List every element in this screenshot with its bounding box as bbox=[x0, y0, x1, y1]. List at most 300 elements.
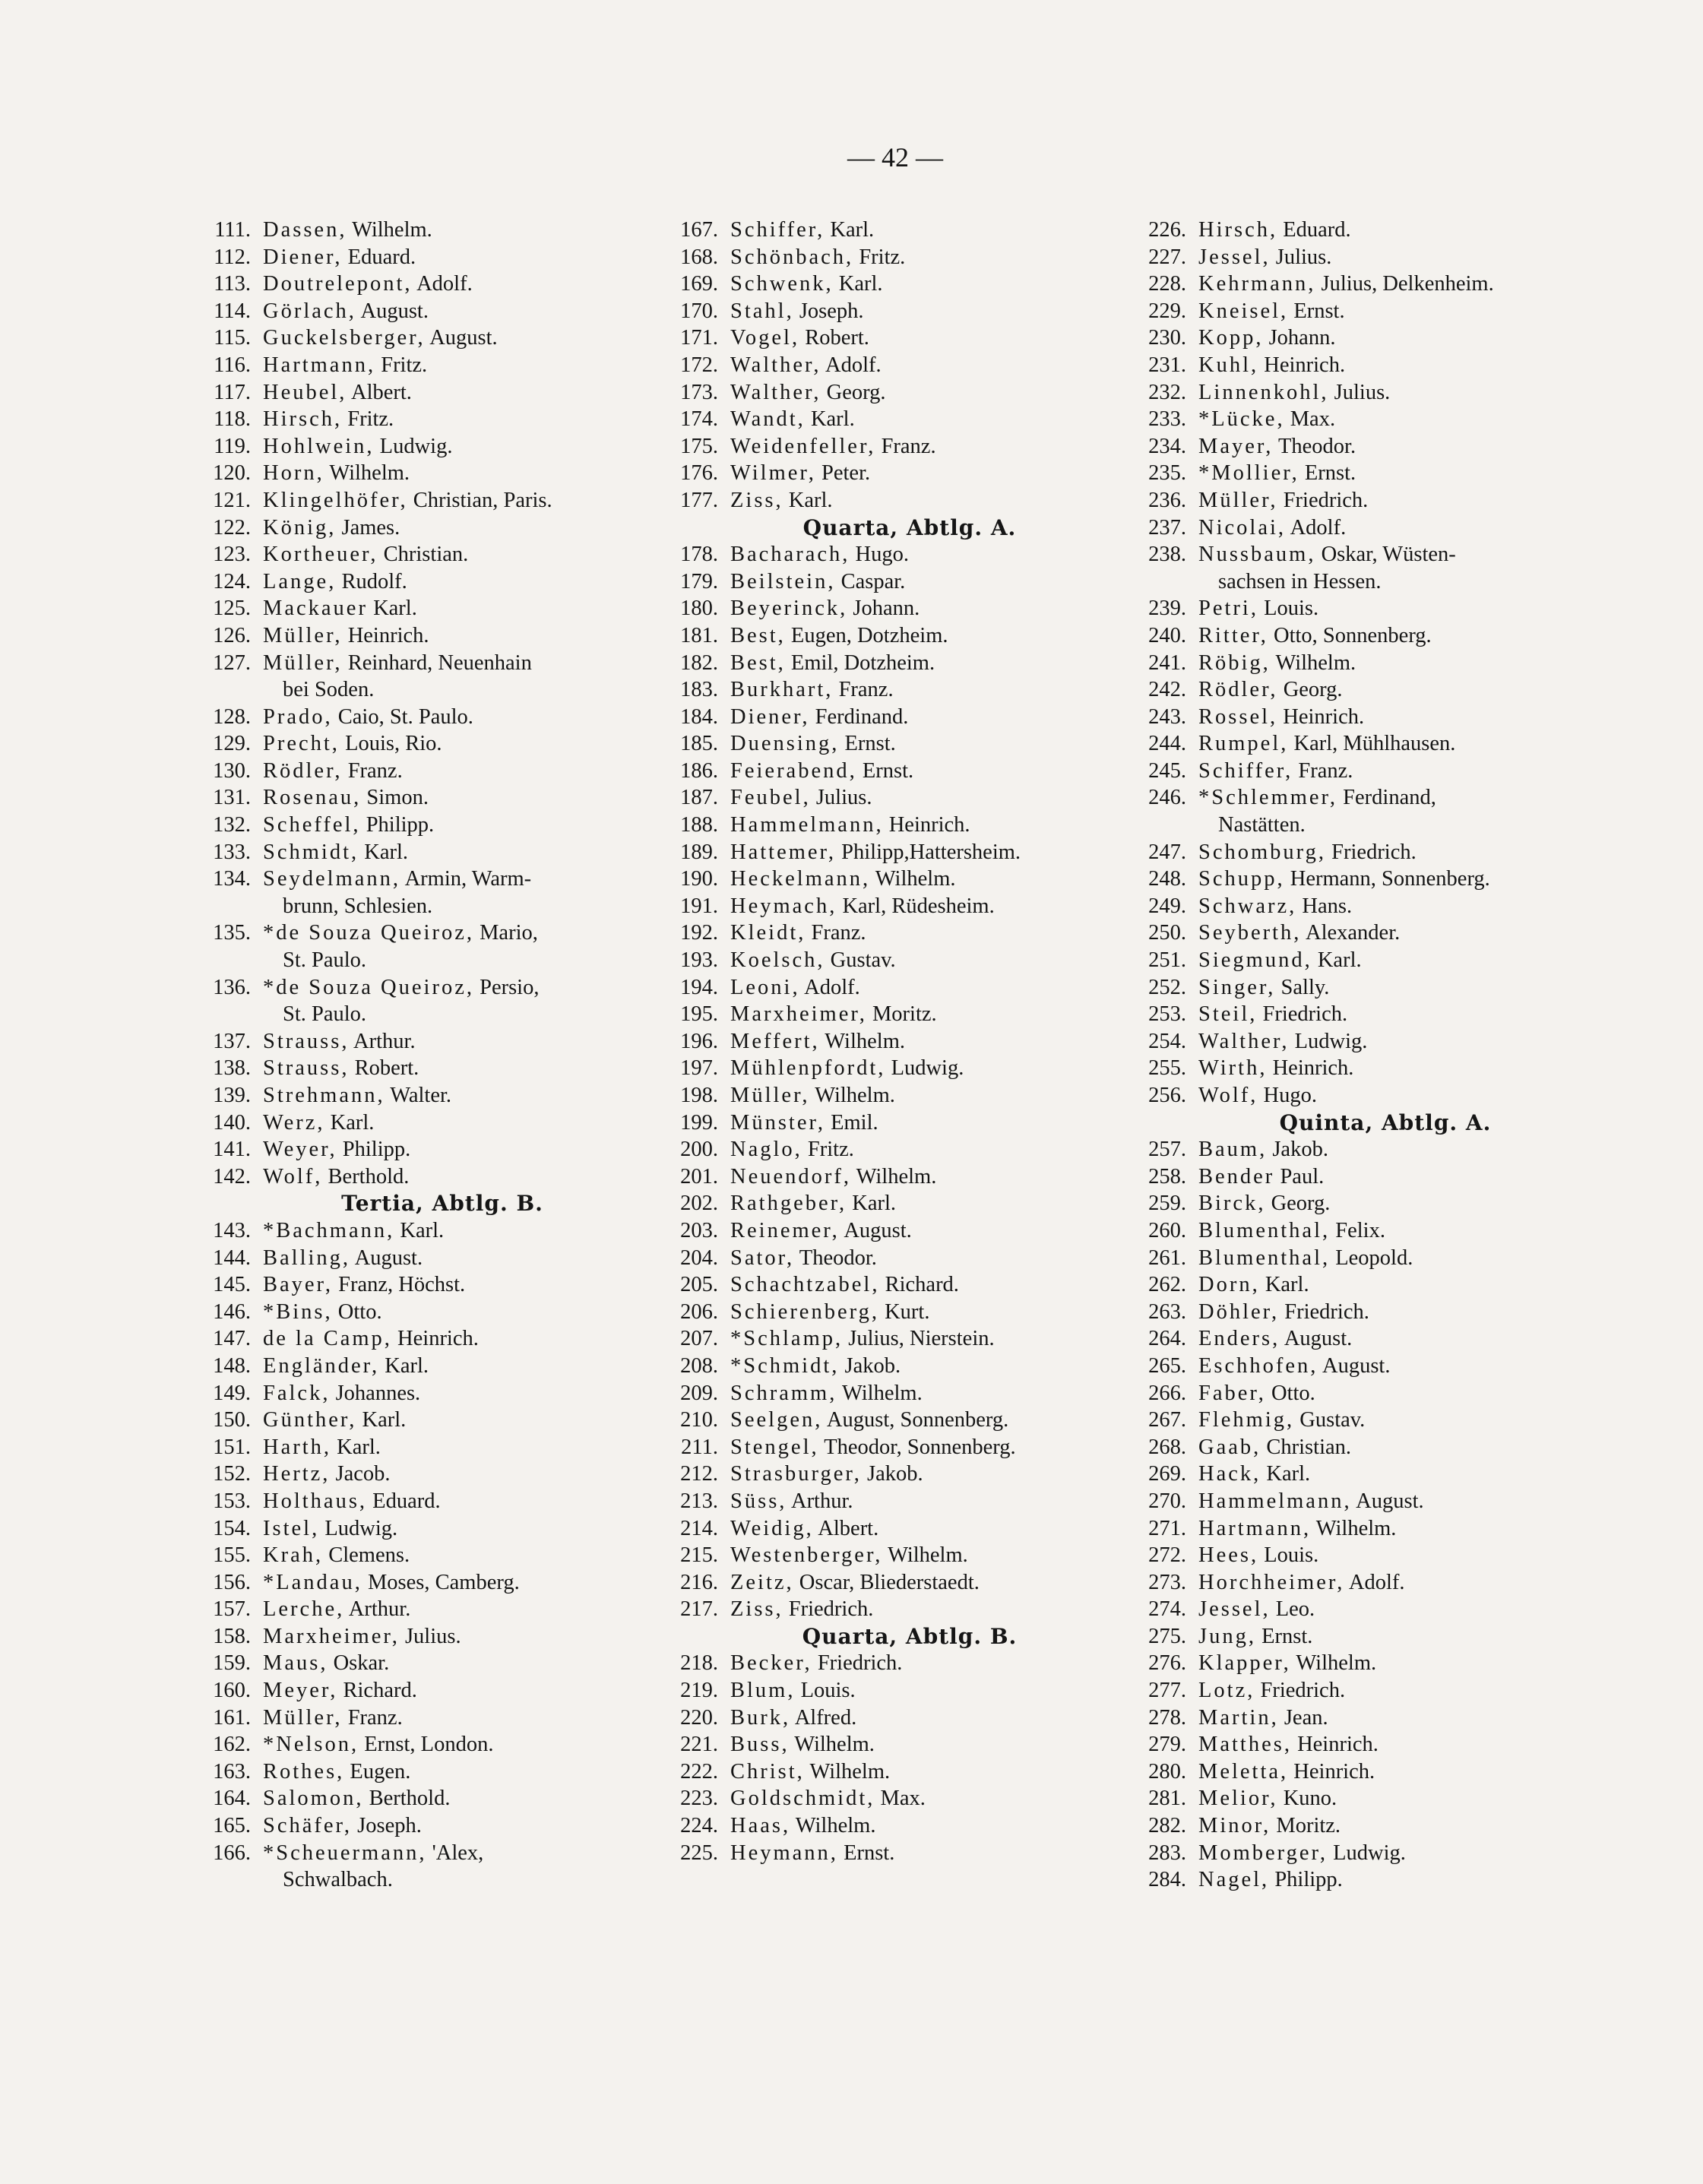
entry-surname: Weyer, bbox=[263, 1138, 337, 1162]
entry-name bbox=[730, 1001, 937, 1028]
entry-details: Reinhard, Neuenhain bbox=[347, 650, 532, 675]
entry-surname: Schachtzabel, bbox=[730, 1273, 880, 1297]
entry-name bbox=[730, 406, 855, 433]
entry-number: 201. bbox=[680, 1164, 718, 1189]
entry-details: Karl. bbox=[788, 488, 833, 512]
entry-number: 168. bbox=[680, 245, 718, 269]
entry-details: August. bbox=[354, 1246, 423, 1270]
list-item bbox=[199, 1055, 655, 1082]
entry-details: Georg. bbox=[1271, 1192, 1331, 1216]
entry-number: 137. bbox=[213, 1029, 251, 1053]
list-item bbox=[199, 1758, 655, 1786]
entry-details: Max. bbox=[1290, 407, 1336, 432]
entry-name bbox=[1198, 406, 1335, 433]
entry-details: Karl, Rüdesheim. bbox=[842, 894, 995, 918]
column-1 bbox=[199, 217, 655, 1894]
list-item bbox=[666, 919, 1122, 947]
entry-name bbox=[1198, 1677, 1345, 1704]
list-item bbox=[199, 487, 655, 514]
list-item bbox=[199, 433, 655, 461]
entry-details: Theodor. bbox=[799, 1246, 877, 1270]
entry-name bbox=[263, 1245, 423, 1272]
entry-number: 228. bbox=[1148, 272, 1186, 296]
entry-number: 192. bbox=[680, 921, 718, 945]
entry-surname: Jessel, bbox=[1198, 1597, 1271, 1622]
entry-surname: Faber, bbox=[1198, 1381, 1266, 1405]
list-item bbox=[199, 1488, 655, 1515]
entry-details: Friedrich. bbox=[1262, 1002, 1348, 1027]
list-item bbox=[1135, 541, 1606, 568]
list-item bbox=[666, 1488, 1122, 1515]
entry-surname: Duensing, bbox=[730, 732, 840, 756]
entry-details: Franz. bbox=[811, 921, 866, 945]
entry-name bbox=[263, 1325, 479, 1353]
entry-name bbox=[263, 1136, 410, 1163]
entry-surname: Schiffer, bbox=[1198, 758, 1293, 783]
list-item bbox=[666, 622, 1122, 650]
entry-name bbox=[1198, 298, 1345, 325]
entry-details: Wilhelm. bbox=[888, 1543, 968, 1568]
list-item bbox=[199, 1217, 655, 1245]
entry-number: 153. bbox=[213, 1489, 251, 1513]
list-item bbox=[666, 947, 1122, 974]
entry-name bbox=[1198, 1028, 1367, 1056]
entry-number: 180. bbox=[680, 597, 718, 621]
entry-details: Philipp. bbox=[366, 813, 435, 837]
entry-name bbox=[263, 839, 408, 866]
entry-name bbox=[1198, 244, 1331, 271]
entry-surname: Blumenthal, bbox=[1198, 1218, 1331, 1242]
list-item bbox=[199, 406, 655, 433]
entry-details: Caspar. bbox=[840, 569, 906, 593]
entry-name bbox=[263, 1596, 410, 1623]
list-item bbox=[666, 271, 1122, 298]
entry-name bbox=[730, 1758, 890, 1786]
entry-name bbox=[730, 676, 894, 704]
entry-surname: *de Souza Queiroz, bbox=[263, 921, 474, 945]
entry-number: 276. bbox=[1148, 1651, 1186, 1676]
list-item bbox=[666, 1217, 1122, 1245]
list-item bbox=[1135, 1488, 1606, 1515]
list-item bbox=[666, 324, 1122, 352]
entry-name bbox=[1198, 730, 1455, 758]
entry-details: Robert. bbox=[354, 1056, 419, 1081]
entry-name bbox=[1198, 1650, 1376, 1677]
entry-surname: Dorn, bbox=[1198, 1273, 1260, 1297]
entry-surname: Schierenberg, bbox=[730, 1299, 879, 1324]
entry-number: 268. bbox=[1148, 1435, 1186, 1459]
entry-number: 167. bbox=[680, 218, 718, 242]
entry-details: Ludwig. bbox=[891, 1056, 964, 1081]
list-item bbox=[199, 1840, 655, 1867]
entry-number: 173. bbox=[680, 380, 718, 404]
list-item bbox=[199, 568, 655, 596]
entry-details: Ernst. bbox=[1304, 461, 1356, 486]
entry-surname: *Landau, bbox=[263, 1570, 362, 1594]
entry-name bbox=[1198, 1217, 1385, 1245]
entry-surname: Flehmig, bbox=[1198, 1408, 1295, 1432]
entry-details: Hugo. bbox=[1263, 1084, 1317, 1107]
entry-name bbox=[263, 1731, 493, 1758]
list-item bbox=[1135, 1542, 1606, 1569]
entry-number: 230. bbox=[1148, 326, 1186, 350]
entry-number: 257. bbox=[1148, 1138, 1186, 1162]
entry-surname: Döhler, bbox=[1198, 1299, 1280, 1324]
list-item bbox=[1135, 758, 1606, 785]
entry-details: Wilhelm. bbox=[841, 1381, 923, 1405]
entry-number: 115. bbox=[214, 326, 251, 350]
entry-number: 184. bbox=[680, 704, 718, 729]
list-item bbox=[666, 1812, 1122, 1840]
entry-details: Christian. bbox=[383, 543, 469, 567]
list-item bbox=[666, 812, 1122, 839]
list-item bbox=[666, 1325, 1122, 1353]
entry-surname: Mayer, bbox=[1198, 434, 1274, 458]
list-item bbox=[666, 487, 1122, 514]
entry-surname: Balling, bbox=[263, 1246, 351, 1270]
list-item bbox=[666, 298, 1122, 325]
entry-surname: Dassen, bbox=[263, 218, 347, 242]
entry-surname: Burkhart, bbox=[730, 678, 834, 702]
entry-number: 113. bbox=[214, 272, 251, 296]
entry-details: Gustav. bbox=[830, 948, 896, 973]
list-item bbox=[1135, 1190, 1606, 1217]
entry-name bbox=[730, 298, 864, 325]
entry-number: 121. bbox=[213, 488, 251, 512]
entry-number: 277. bbox=[1148, 1679, 1186, 1703]
entry-surname: *Nelson, bbox=[263, 1733, 359, 1757]
list-item bbox=[1135, 514, 1606, 542]
entry-surname: Siegmund, bbox=[1198, 948, 1312, 973]
entry-details: Oskar, Wüsten- bbox=[1321, 543, 1456, 567]
entry-name bbox=[730, 1840, 894, 1867]
entry-details: Berthold. bbox=[328, 1164, 410, 1189]
entry-continuation: Schwalbach. bbox=[283, 1868, 393, 1892]
entry-details: Heinrich. bbox=[1272, 1056, 1354, 1081]
list-item bbox=[1135, 1136, 1606, 1163]
entry-name bbox=[730, 1353, 901, 1380]
entry-details: August, Sonnenberg. bbox=[826, 1408, 1009, 1432]
entry-name bbox=[730, 487, 833, 514]
entry-number: 269. bbox=[1148, 1462, 1186, 1486]
entry-surname: Beyerinck, bbox=[730, 597, 848, 621]
entry-number: 117. bbox=[214, 380, 251, 404]
entry-details: Philipp. bbox=[1274, 1868, 1343, 1892]
entry-number: 128. bbox=[213, 704, 251, 729]
entry-surname: Hattemer, bbox=[730, 840, 837, 864]
list-item bbox=[666, 460, 1122, 487]
entry-name bbox=[1198, 1623, 1312, 1651]
entry-number: 256. bbox=[1148, 1084, 1186, 1107]
list-item bbox=[666, 595, 1122, 622]
list-item bbox=[666, 676, 1122, 704]
entry-surname: Meffert, bbox=[730, 1029, 820, 1053]
entry-details: Friedrich. bbox=[1283, 488, 1369, 512]
entry-name bbox=[1198, 893, 1352, 920]
list-item bbox=[199, 1515, 655, 1543]
entry-surname: Haas, bbox=[730, 1814, 791, 1838]
entry-number: 145. bbox=[213, 1273, 251, 1297]
entry-surname: Beilstein, bbox=[730, 569, 836, 593]
entry-name bbox=[730, 1082, 895, 1109]
entry-number: 214. bbox=[680, 1516, 718, 1540]
entry-number: 185. bbox=[680, 732, 718, 756]
entry-number: 200. bbox=[680, 1138, 718, 1162]
entry-name bbox=[263, 324, 498, 352]
entry-surname: Krah, bbox=[263, 1543, 324, 1568]
entry-details: Heinrich. bbox=[1283, 704, 1365, 729]
entry-number: 157. bbox=[213, 1597, 251, 1622]
entry-number: 211. bbox=[681, 1435, 718, 1459]
entry-name bbox=[1198, 784, 1436, 812]
entry-name bbox=[1198, 650, 1356, 677]
entry-number: 135. bbox=[213, 921, 251, 945]
entry-number: 252. bbox=[1148, 975, 1186, 999]
entry-details: Franz. bbox=[347, 758, 403, 783]
entry-name bbox=[263, 784, 429, 812]
list-item bbox=[1135, 406, 1606, 433]
entry-name bbox=[263, 1353, 429, 1380]
entry-number: 260. bbox=[1148, 1218, 1186, 1242]
entry-name bbox=[263, 1271, 465, 1299]
list-item bbox=[199, 271, 655, 298]
entry-number: 120. bbox=[213, 461, 251, 486]
list-item bbox=[666, 1082, 1122, 1109]
list-item bbox=[666, 1380, 1122, 1407]
entry-number: 242. bbox=[1148, 678, 1186, 702]
entry-surname: Kneisel, bbox=[1198, 299, 1289, 323]
entry-details: Hans. bbox=[1302, 894, 1353, 918]
entry-continuation: St. Paulo. bbox=[283, 1002, 367, 1027]
entry-surname: Walther, bbox=[1198, 1029, 1290, 1053]
entry-name bbox=[730, 1596, 873, 1623]
entry-number: 152. bbox=[213, 1462, 251, 1486]
entry-name bbox=[730, 1569, 980, 1597]
entry-details: Hugo. bbox=[855, 543, 909, 567]
entry-number: 234. bbox=[1148, 434, 1186, 458]
entry-details: Georg. bbox=[1283, 678, 1343, 702]
list-item bbox=[199, 244, 655, 271]
entry-name bbox=[730, 1704, 856, 1732]
entry-surname: Heymann, bbox=[730, 1841, 838, 1865]
list-item bbox=[666, 1731, 1122, 1758]
list-item bbox=[1135, 1055, 1606, 1082]
entry-details: Rudolf. bbox=[341, 569, 407, 593]
entry-number: 247. bbox=[1148, 840, 1186, 864]
entry-details: Julius. bbox=[1334, 380, 1391, 404]
entry-surname: Hohlwein, bbox=[263, 434, 375, 458]
list-item bbox=[666, 1650, 1122, 1677]
entry-name bbox=[263, 1217, 444, 1245]
list-item bbox=[1135, 784, 1606, 812]
list-item bbox=[666, 1271, 1122, 1299]
entry-details: Karl. bbox=[364, 840, 409, 864]
entry-details: Wilhelm. bbox=[825, 1029, 905, 1053]
entry-details: Jean. bbox=[1284, 1705, 1328, 1730]
entry-number: 178. bbox=[680, 543, 718, 567]
entry-number: 219. bbox=[680, 1679, 718, 1703]
entry-surname: Horn, bbox=[263, 461, 324, 486]
list-item bbox=[1135, 1028, 1606, 1056]
list-item bbox=[1135, 1217, 1606, 1245]
entry-name bbox=[1198, 1353, 1390, 1380]
list-item bbox=[1135, 1515, 1606, 1543]
entry-number: 235. bbox=[1148, 461, 1186, 486]
entry-details: Heinrich. bbox=[1297, 1733, 1379, 1757]
entry-surname: Naglo, bbox=[730, 1138, 802, 1162]
entry-surname: Lerche, bbox=[263, 1597, 345, 1622]
entry-name bbox=[1198, 352, 1345, 379]
entry-surname: Rödler, bbox=[1198, 678, 1278, 702]
entry-details: Louis. bbox=[1264, 597, 1319, 621]
entry-name bbox=[730, 433, 936, 461]
entry-number: 124. bbox=[213, 569, 251, 593]
list-item bbox=[199, 1109, 655, 1137]
list-item bbox=[199, 595, 655, 622]
entry-name bbox=[263, 406, 394, 433]
entry-number: 134. bbox=[213, 867, 251, 891]
list-item bbox=[1135, 1704, 1606, 1732]
list-item bbox=[199, 1299, 655, 1326]
entry-surname: Schwenk, bbox=[730, 272, 834, 296]
entry-details: Johann. bbox=[1268, 326, 1336, 350]
entry-name bbox=[263, 1055, 419, 1082]
entry-number: 188. bbox=[680, 813, 718, 837]
entry-surname: Scheffel, bbox=[263, 813, 361, 837]
entry-name bbox=[263, 1812, 422, 1840]
entry-number: 265. bbox=[1148, 1353, 1186, 1378]
entry-number: 254. bbox=[1148, 1029, 1186, 1053]
entry-name bbox=[263, 1434, 381, 1461]
entry-number: 141. bbox=[213, 1138, 251, 1162]
entry-number: 199. bbox=[680, 1110, 718, 1135]
entry-name bbox=[1198, 541, 1456, 568]
entry-details: Eduard. bbox=[372, 1489, 441, 1513]
entry-details: James. bbox=[341, 515, 400, 540]
entry-surname: *Scheuermann, bbox=[263, 1841, 427, 1865]
entry-name bbox=[1198, 1325, 1352, 1353]
entry-name bbox=[730, 650, 935, 677]
entry-details: Hermann, Sonnenberg. bbox=[1290, 867, 1490, 891]
entry-name bbox=[263, 1623, 461, 1651]
entry-name bbox=[263, 1380, 420, 1407]
entry-number: 264. bbox=[1148, 1327, 1186, 1351]
list-item bbox=[199, 1461, 655, 1488]
entry-name bbox=[730, 812, 970, 839]
entry-number: 271. bbox=[1148, 1516, 1186, 1540]
list-item bbox=[1135, 866, 1606, 893]
entry-details: August. bbox=[360, 299, 429, 323]
entry-name bbox=[730, 1217, 912, 1245]
entry-number: 284. bbox=[1148, 1868, 1186, 1892]
entry-name bbox=[263, 1677, 417, 1704]
entry-surname: Schramm, bbox=[730, 1381, 837, 1405]
entry-number: 111. bbox=[214, 218, 251, 242]
entry-details: Louis. bbox=[800, 1679, 856, 1703]
list-item bbox=[666, 1001, 1122, 1028]
entry-details: Friedrich. bbox=[1284, 1299, 1369, 1324]
entry-name bbox=[1198, 1596, 1315, 1623]
entry-name bbox=[730, 1812, 875, 1840]
entry-number: 142. bbox=[213, 1164, 251, 1189]
entry-surname: Strasburger, bbox=[730, 1462, 862, 1486]
entry-name bbox=[263, 1650, 389, 1677]
entry-name bbox=[1198, 1001, 1347, 1028]
list-item bbox=[199, 1704, 655, 1732]
entry-surname: Görlach, bbox=[263, 299, 356, 323]
entry-details: Peter. bbox=[821, 461, 871, 486]
entry-surname: Kleidt, bbox=[730, 921, 806, 945]
entry-details: Wilhelm. bbox=[795, 1814, 876, 1838]
entry-details: Wilhelm. bbox=[1296, 1651, 1377, 1676]
entry-surname: Seelgen, bbox=[730, 1408, 823, 1432]
entry-number: 130. bbox=[213, 758, 251, 783]
entry-name bbox=[1198, 1136, 1328, 1163]
entry-number: 118. bbox=[214, 407, 251, 432]
entry-name bbox=[1198, 324, 1335, 352]
entry-details: Max. bbox=[880, 1787, 926, 1811]
entry-details: Albert. bbox=[351, 380, 412, 404]
entry-number: 165. bbox=[213, 1814, 251, 1838]
entry-details: August. bbox=[429, 326, 498, 350]
list-item bbox=[199, 1785, 655, 1812]
entry-name bbox=[730, 1785, 926, 1812]
entry-number: 179. bbox=[680, 569, 718, 593]
entry-details: Emil, Dotzheim. bbox=[790, 650, 935, 675]
entry-number: 187. bbox=[680, 786, 718, 810]
list-item bbox=[1135, 217, 1606, 244]
entry-name bbox=[263, 919, 538, 947]
entry-details: Karl. bbox=[1265, 1273, 1309, 1297]
entry-continuation: brunn, Schlesien. bbox=[283, 894, 433, 918]
entry-details: Ludwig. bbox=[1294, 1029, 1368, 1053]
entry-surname: Reinemer, bbox=[730, 1218, 840, 1242]
entry-surname: Maus, bbox=[263, 1651, 328, 1676]
entry-name bbox=[1198, 1299, 1369, 1326]
entry-surname: Heckelmann, bbox=[730, 867, 871, 891]
entry-surname: Bacharach, bbox=[730, 543, 850, 567]
entry-number: 133. bbox=[213, 840, 251, 864]
entry-number: 262. bbox=[1148, 1273, 1186, 1297]
entry-details: Clemens. bbox=[328, 1543, 410, 1568]
entry-name bbox=[263, 1569, 520, 1597]
entry-name bbox=[730, 1055, 964, 1082]
entry-name bbox=[263, 595, 417, 622]
entry-details: Ernst. bbox=[844, 1841, 895, 1865]
list-item bbox=[199, 784, 655, 812]
entry-name bbox=[730, 324, 869, 352]
entry-number: 182. bbox=[680, 650, 718, 675]
entry-details: Louis, Rio. bbox=[345, 732, 442, 756]
entry-name bbox=[730, 352, 882, 379]
entry-details: Joseph. bbox=[357, 1814, 422, 1838]
entry-name bbox=[730, 568, 905, 596]
entry-details: Otto. bbox=[337, 1299, 382, 1324]
list-item bbox=[666, 1299, 1122, 1326]
entry-surname: Rödler, bbox=[263, 758, 343, 783]
entry-details: Joseph. bbox=[799, 299, 864, 323]
entry-number: 238. bbox=[1148, 543, 1186, 567]
entry-number: 166. bbox=[213, 1841, 251, 1865]
list-item bbox=[1135, 271, 1606, 298]
entry-name bbox=[263, 730, 442, 758]
entry-name bbox=[263, 1028, 416, 1056]
entry-name bbox=[263, 298, 429, 325]
entry-surname: Feierabend, bbox=[730, 758, 857, 783]
entry-surname: Wolf, bbox=[1198, 1084, 1258, 1107]
entry-surname: Hammelmann, bbox=[1198, 1489, 1352, 1513]
entry-details: Ludwig. bbox=[379, 434, 453, 458]
